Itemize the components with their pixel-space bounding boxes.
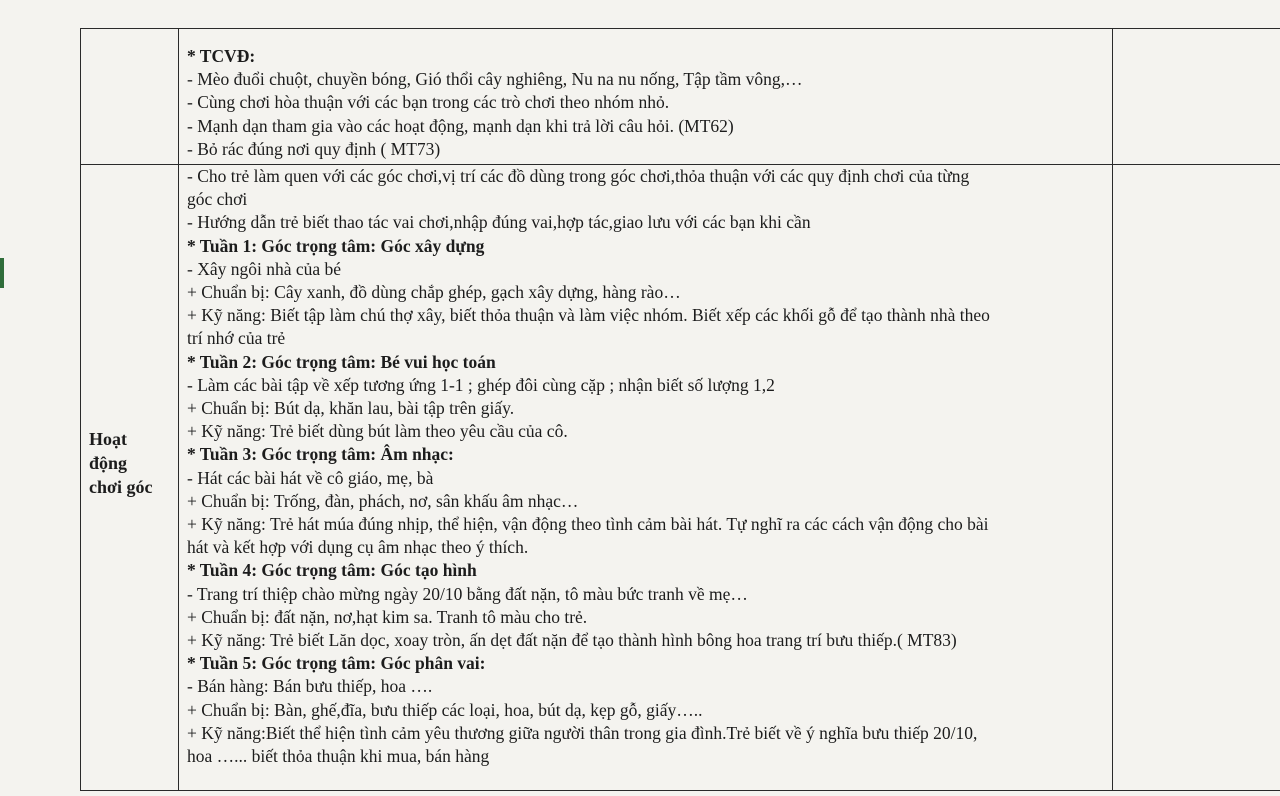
text-line: hoa …... biết thỏa thuận khi mua, bán hàng xyxy=(187,746,490,767)
activity-label xyxy=(89,427,152,499)
text-line: - Hát các bài hát về cô giáo, mẹ, bà xyxy=(187,467,434,488)
week-heading: * Tuần 3: Góc trọng tâm: Âm nhạc: xyxy=(187,444,454,465)
row2-label-cell xyxy=(81,165,179,791)
text-line: - Cùng chơi hòa thuận với các bạn trong các trò chơi theo nhóm nhỏ. xyxy=(187,92,670,113)
text-line: + Chuẩn bị: Bút dạ, khăn lau, bài tập trên giấy. xyxy=(187,398,515,419)
row1-label-cell xyxy=(81,29,179,165)
text-line: - Cho trẻ làm quen với các góc chơi,vị trí các đồ dùng trong góc chơi,thỏa thuận với các quy định chơi của từng xyxy=(187,166,970,186)
text-line: + Kỹ năng: Trẻ hát múa đúng nhịp, thể hiện, vận động theo tình cảm bài hát. Tự nghĩ ra các cách vận động cho bài xyxy=(187,514,989,535)
table-row-outdoor-games xyxy=(81,29,1280,165)
week-heading: * Tuần 2: Góc trọng tâm: Bé vui học toán xyxy=(187,351,496,372)
text-line: - Trang trí thiệp chào mừng ngày 20/10 bằng đất nặn, tô màu bức tranh về mẹ… xyxy=(187,583,748,604)
page-edge-mark xyxy=(0,258,4,288)
text-line: + Chuẩn bị: Cây xanh, đồ dùng chắp ghép, gạch xây dựng, hàng rào… xyxy=(187,282,681,303)
text-line: góc chơi xyxy=(187,189,248,210)
label-line: động xyxy=(89,453,128,473)
text-line: hát và kết hợp với dụng cụ âm nhạc theo ý thích. xyxy=(187,537,529,558)
week-heading: * Tuần 5: Góc trọng tâm: Góc phân vai: xyxy=(187,653,486,674)
text-line: + Kỹ năng: Trẻ biết Lăn dọc, xoay tròn, ấn dẹt đất nặn để tạo thành hình bông hoa trang trí bưu thiếp.( MT83) xyxy=(187,630,957,651)
row1-text xyxy=(187,45,802,161)
plan-table xyxy=(80,28,1280,791)
row1-content-cell xyxy=(179,29,1113,165)
row2-notes-cell xyxy=(1113,165,1280,791)
row1-notes-cell xyxy=(1113,29,1280,165)
text-line: - Xây ngôi nhà của bé xyxy=(187,258,342,279)
week-heading: * Tuần 1: Góc trọng tâm: Góc xây dựng xyxy=(187,235,485,256)
text-line: + Kỹ năng:Biết thể hiện tình cảm yêu thương giữa người thân trong gia đình.Trẻ biết về ý nghĩa bưu thiếp 20/10, xyxy=(187,722,978,743)
label-line: chơi góc xyxy=(89,477,153,497)
text-line: - Mạnh dạn tham gia vào các hoạt động, mạnh dạn khi trả lời câu hỏi. (MT62) xyxy=(187,115,734,136)
text-line: + Kỹ năng: Biết tập làm chú thợ xây, biết thỏa thuận và làm việc nhóm. Biết xếp các khối gỗ để tạo thành nhà theo xyxy=(187,305,990,326)
row2-text xyxy=(187,165,990,768)
text-line: * TCVĐ: xyxy=(187,46,256,66)
text-line: - Hướng dẫn trẻ biết thao tác vai chơi,nhập đúng vai,hợp tác,giao lưu với các bạn khi cần xyxy=(187,212,811,233)
week-heading: * Tuần 4: Góc trọng tâm: Góc tạo hình xyxy=(187,560,477,581)
row2-content-cell xyxy=(179,165,1113,791)
table-row-corner-play xyxy=(81,165,1280,791)
text-line: trí nhớ của trẻ xyxy=(187,328,286,349)
text-line: + Chuẩn bị: Bàn, ghế,đĩa, bưu thiếp các loại, hoa, bút dạ, kẹp gỗ, giấy….. xyxy=(187,699,703,720)
text-line: - Mèo đuổi chuột, chuyền bóng, Gió thổi cây nghiêng, Nu na nu nống, Tập tầm vông,… xyxy=(187,69,803,90)
text-line: - Bán hàng: Bán bưu thiếp, hoa …. xyxy=(187,676,433,697)
text-line: + Chuẩn bị: đất nặn, nơ,hạt kim sa. Tranh tô màu cho trẻ. xyxy=(187,606,588,627)
text-line: - Bỏ rác đúng nơi quy định ( MT73) xyxy=(187,138,441,159)
label-line: Hoạt xyxy=(89,429,127,449)
text-line: - Làm các bài tập về xếp tương ứng 1-1 ; ghép đôi cùng cặp ; nhận biết số lượng 1,2 xyxy=(187,374,775,395)
text-line: + Kỹ năng: Trẻ biết dùng bút làm theo yêu cầu của cô. xyxy=(187,421,568,442)
text-line: + Chuẩn bị: Trống, đàn, phách, nơ, sân khấu âm nhạc… xyxy=(187,490,579,511)
